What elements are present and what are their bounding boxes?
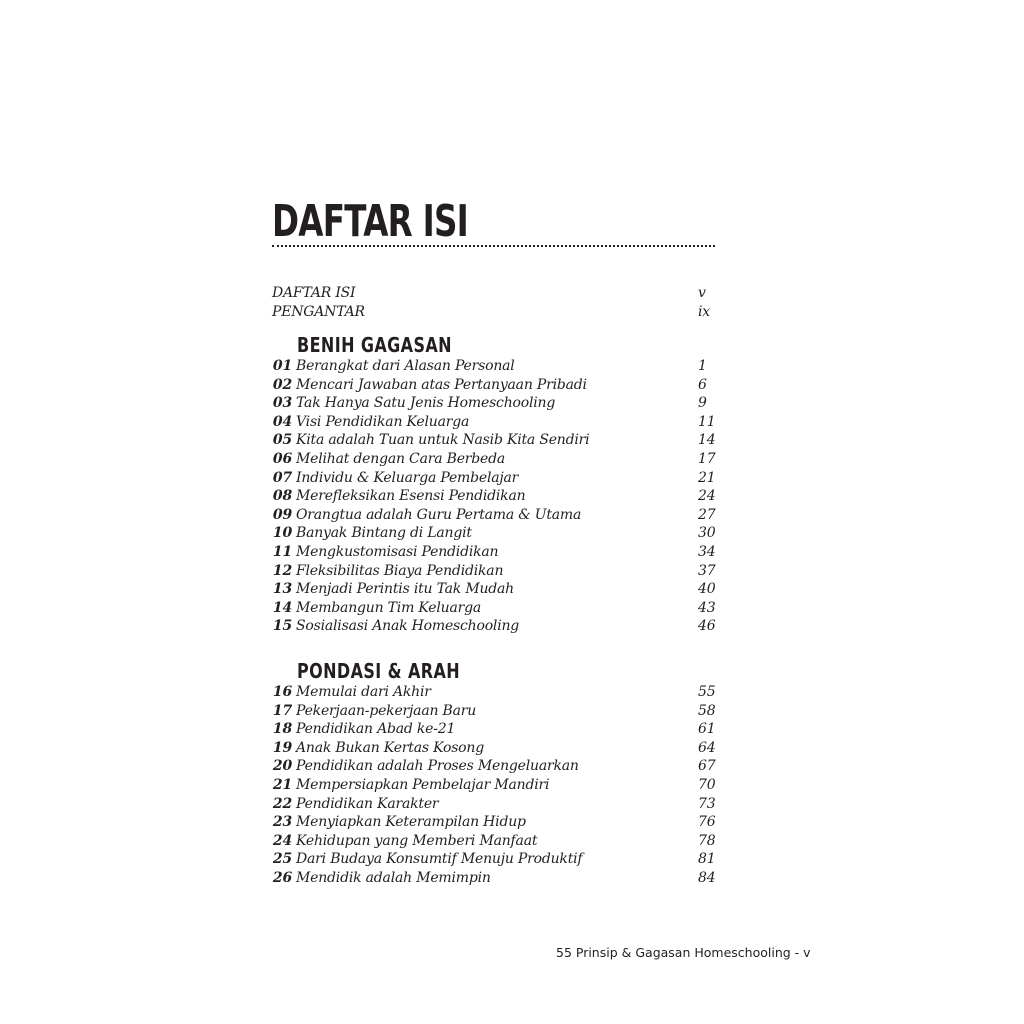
toc-entry-label: Mengkustomisasi Pendidikan: [296, 544, 499, 560]
toc-entry[interactable]: [270, 580, 716, 599]
toc-entry[interactable]: [270, 469, 716, 488]
toc-entry-number: 01: [272, 358, 292, 374]
section-heading-pondasi-arah: PONDASI & ARAH: [297, 659, 461, 683]
toc-entry-page: 46: [698, 618, 716, 635]
toc-entry-page: 40: [698, 581, 716, 598]
toc-entry-page: 78: [698, 832, 716, 849]
toc-entry-number: 19: [272, 739, 292, 756]
toc-entry-page: 70: [698, 777, 716, 793]
toc-entry-number: 22: [272, 795, 292, 812]
toc-entry[interactable]: [270, 450, 716, 469]
toc-entry-number: 18: [272, 721, 292, 738]
toc-entry-page: 43: [698, 599, 716, 616]
toc-entry[interactable]: [270, 431, 716, 450]
toc-entry-page: 84: [698, 870, 716, 886]
toc-entry-number: 17: [272, 702, 292, 719]
toc-entry[interactable]: [270, 562, 716, 581]
toc-entry-number: 23: [272, 814, 292, 831]
toc-entry-page: ix: [698, 303, 710, 320]
toc-entry-page: 55: [698, 684, 716, 700]
toc-entry[interactable]: [270, 813, 716, 832]
toc-entry-number: 10: [272, 525, 292, 542]
toc-entry[interactable]: [270, 506, 716, 525]
toc-entry[interactable]: [270, 776, 716, 795]
toc-entry-label: Sosialisasi Anak Homeschooling: [296, 618, 520, 635]
toc-entry-number: 25: [272, 851, 292, 868]
toc-entry-number: 14: [272, 599, 292, 616]
toc-entry-page: v: [698, 285, 706, 301]
toc-entry[interactable]: [270, 617, 716, 636]
toc-entry-label: Menjadi Perintis itu Tak Mudah: [296, 581, 514, 598]
toc-entry[interactable]: [270, 795, 716, 814]
toc-entry-number: 07: [272, 469, 292, 486]
toc-entry-label: Pekerjaan-pekerjaan Baru: [296, 702, 477, 719]
toc-entry-number: 11: [272, 544, 292, 560]
toc-entry-page: 30: [698, 525, 716, 542]
toc-entry-number: 09: [272, 506, 292, 523]
toc-entry-number: 02: [272, 376, 292, 393]
toc-entry-page: 21: [698, 469, 716, 486]
toc-entry-page: 73: [698, 795, 716, 812]
toc-entry-number: 26: [272, 870, 292, 886]
toc-entry-label: Pendidikan adalah Proses Mengeluarkan: [296, 758, 579, 775]
toc-entry[interactable]: [270, 376, 716, 395]
toc-entry-label: DAFTAR ISI: [272, 285, 356, 301]
toc-entry-label: Mempersiapkan Pembelajar Mandiri: [296, 777, 550, 793]
toc-entry-page: 24: [698, 488, 716, 505]
toc-entry-label: Orangtua adalah Guru Pertama & Utama: [296, 506, 582, 523]
toc-entry[interactable]: [270, 850, 716, 869]
toc-entry-number: 04: [272, 413, 292, 430]
toc-entry-page: 37: [698, 562, 716, 579]
toc-entry[interactable]: [270, 394, 716, 413]
toc-entry-number: 21: [272, 777, 292, 793]
toc-entry-page: 27: [698, 506, 716, 523]
toc-entry-page: 1: [698, 358, 707, 374]
toc-entry[interactable]: [270, 683, 716, 702]
toc-entry-page: 6: [698, 376, 707, 393]
toc-entry-label: Memulai dari Akhir: [296, 684, 431, 700]
toc-entry-page: 64: [698, 739, 716, 756]
toc-entry-number: 06: [272, 451, 292, 467]
toc-entry-page: 76: [698, 814, 716, 831]
toc-entry-number: 20: [272, 758, 292, 775]
toc-entry[interactable]: [270, 524, 716, 543]
toc-entry[interactable]: [270, 702, 716, 721]
toc-entry-page: 9: [698, 395, 707, 412]
toc-entry-label: Pendidikan Abad ke-21: [296, 721, 456, 738]
title-divider: [272, 245, 715, 247]
toc-entry-number: 03: [272, 395, 292, 412]
page-title: DAFTAR ISI: [272, 196, 469, 247]
toc-entry-page: 67: [698, 758, 716, 775]
toc-entry[interactable]: [270, 487, 716, 506]
toc-entry-page: 81: [698, 851, 716, 868]
toc-entry-page: 11: [698, 413, 716, 430]
toc-entry[interactable]: [270, 543, 716, 562]
section-heading-benih-gagasan: BENIH GAGASAN: [297, 333, 452, 357]
toc-entry[interactable]: [270, 413, 716, 432]
toc-entry-number: 05: [272, 432, 292, 449]
toc-entry[interactable]: [270, 869, 716, 888]
toc-entry-label: Visi Pendidikan Keluarga: [296, 413, 470, 430]
toc-entry-number: 13: [272, 581, 292, 598]
toc-entry-number: 08: [272, 488, 292, 505]
toc-entry-label: Melihat dengan Cara Berbeda: [296, 451, 506, 467]
toc-entry-label: Kita adalah Tuan untuk Nasib Kita Sendiri: [296, 432, 590, 449]
toc-entry-number: 24: [272, 832, 292, 849]
toc-entry[interactable]: [270, 739, 716, 758]
toc-entry-label: Menyiapkan Keterampilan Hidup: [296, 814, 526, 831]
toc-entry-page: 58: [698, 702, 716, 719]
toc-entry-label: Banyak Bintang di Langit: [296, 525, 472, 542]
toc-entry-label: Individu & Keluarga Pembelajar: [296, 469, 519, 486]
toc-entry-label: Mencari Jawaban atas Pertanyaan Pribadi: [296, 376, 587, 393]
toc-entry-label: Fleksibilitas Biaya Pendidikan: [296, 562, 504, 579]
toc-entry-label: Merefleksikan Esensi Pendidikan: [296, 488, 526, 505]
toc-entry-label: Kehidupan yang Memberi Manfaat: [296, 832, 538, 849]
toc-entry-label: Berangkat dari Alasan Personal: [296, 358, 515, 374]
toc-entry-number: 16: [272, 684, 292, 700]
toc-entry-number: 12: [272, 562, 292, 579]
toc-entry-label: Anak Bukan Kertas Kosong: [296, 739, 484, 756]
toc-entry-page: 34: [698, 544, 716, 560]
toc-entry[interactable]: [270, 832, 716, 851]
toc-entry-label: Pendidikan Karakter: [296, 795, 439, 812]
toc-entry-label: PENGANTAR: [272, 303, 365, 320]
toc-entry[interactable]: [270, 720, 716, 739]
toc-entry-page: 14: [698, 432, 716, 449]
toc-entry[interactable]: [270, 357, 716, 376]
toc-entry-number: 15: [272, 618, 292, 635]
toc-entry[interactable]: [270, 599, 716, 618]
toc-entry-label: Mendidik adalah Memimpin: [296, 870, 491, 886]
toc-entry-label: Dari Budaya Konsumtif Menuju Produktif: [296, 851, 583, 868]
toc-entry-pengantar[interactable]: [270, 303, 716, 322]
toc-entry-page: 61: [698, 721, 716, 738]
toc-entry-label: Membangun Tim Keluarga: [296, 599, 482, 616]
toc-entry[interactable]: [270, 757, 716, 776]
toc-entry-page: 17: [698, 451, 716, 467]
toc-entry-label: Tak Hanya Satu Jenis Homeschooling: [296, 395, 556, 412]
toc-entry-daftar-isi[interactable]: [270, 284, 716, 303]
page-footer: 55 Prinsip & Gagasan Homeschooling - v: [556, 945, 811, 960]
